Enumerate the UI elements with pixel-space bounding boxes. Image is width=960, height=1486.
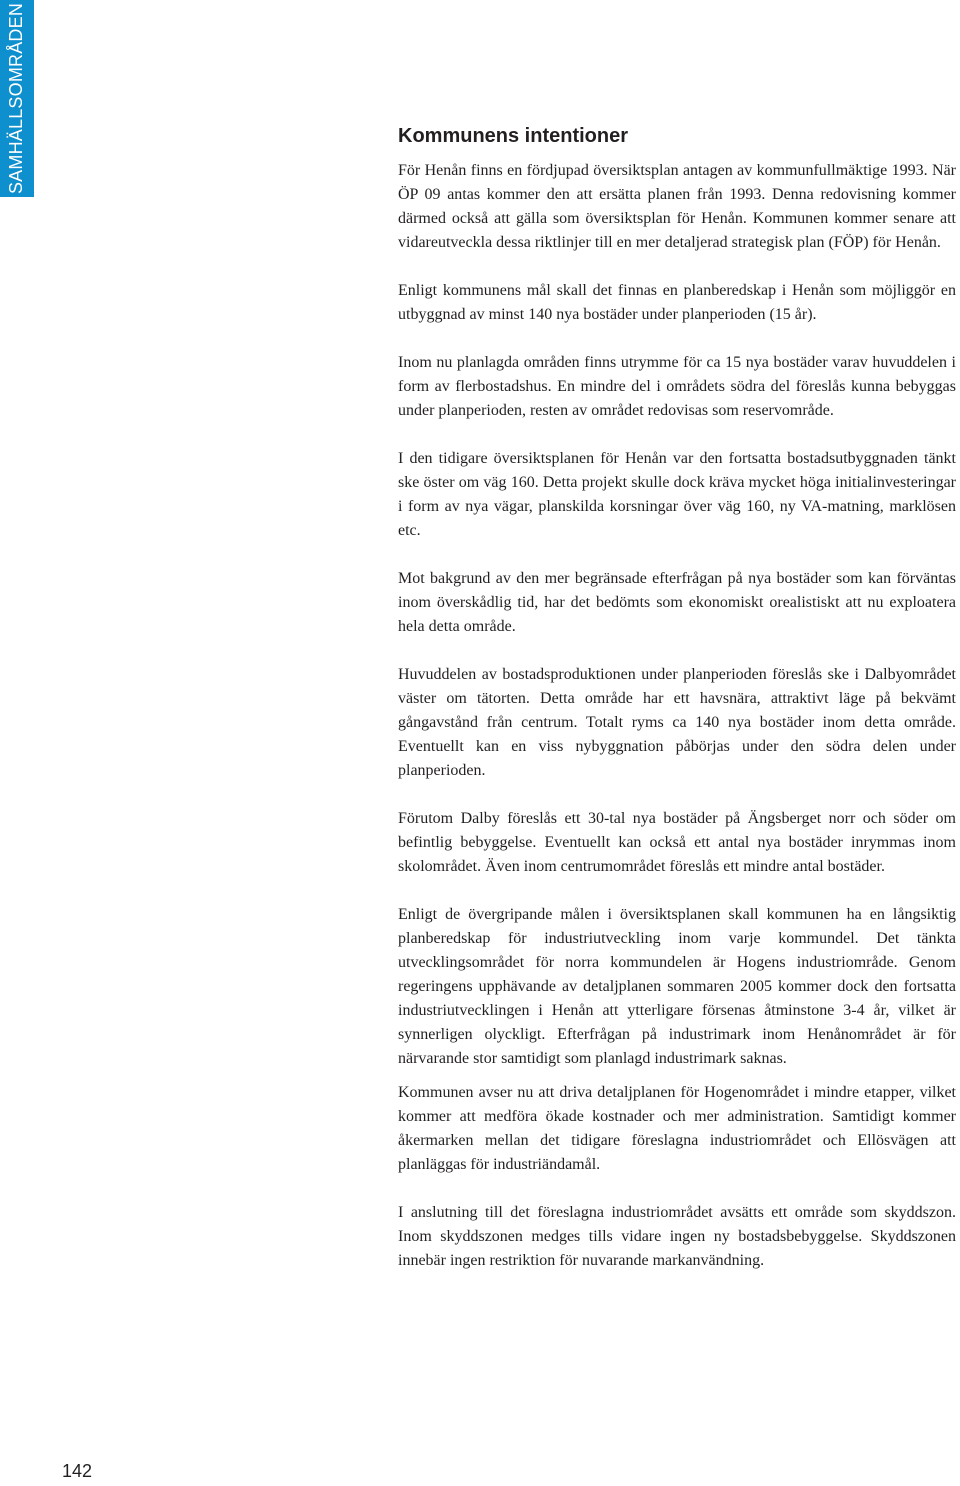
paragraph: Enligt de övergripande målen i översiktsplanen skall kommunen ha en långsiktig planberedskap för industriutveckling inom varje kommundel. Det tänkta utvecklingsområdet för norra kommundelen är Hogens industriområde. Genom regeringens upphävande av detaljplanen sommaren 2005 kommer dock den fortsatta industriutvecklingen i Henån att ytterligare försenas åtminstone 3-4 år, vilket är synnerligen olyckligt. Efterfrågan på industrimark inom Henånområdet är för närvarande stor samtidigt som planlagd industrimark saknas. [398,906,956,1067]
paragraph: Mot bakgrund av den mer begränsade efterfrågan på nya bostäder som kan förväntas inom överskådlig tid, har det bedömts som ekonomiskt orealistiskt att nu exploatera hela detta område. [398,570,956,635]
paragraph: I anslutning till det föreslagna industriområdet avsätts ett område som skyddszon. Inom skyddszonen medges tills vidare ingen ny bostadsbebyggelse. Skyddszonen innebär ingen restriktion för nuvarande markanvändning. [398,1204,956,1269]
page-number: 142 [62,1461,93,1481]
section-tab-label: SAMHÄLLSOMRÅDEN [6,2,27,195]
paragraph: För Henån finns en fördjupad översiktsplan antagen av kommunfullmäktige 1993. När ÖP 09 antas kommer den att ersätta planen från 1993. Denna redovisning kommer därmed också att gälla som översiktsplan för Henån. Kommunen kommer senare att vidareutveckla dessa riktlinjer till en mer detaljerad strategisk plan (FÖP) för Henån. [398,162,956,251]
paragraph: Kommunen avser nu att driva detaljplanen för Hogenområdet i mindre etapper, vilket kommer att medföra ökade kostnader och mer administration. Samtidigt kommer åkermarken mellan det tidigare föreslagna industriområdet och Ellösvägen att planläggas för industriändamål. [398,1084,956,1173]
paragraph: I den tidigare översiktsplanen för Henån var den fortsatta bostadsutbyggnaden tänkt ske öster om väg 160. Detta projekt skulle dock kräva mycket höga initialinvesteringar i form av nya vägar, planskilda korsningar över väg 160, ny VA-matning, marklösen etc. [398,450,956,539]
paragraph: Huvuddelen av bostadsproduktionen under planperioden föreslås ske i Dalbyområdet väster om tätorten. Detta område har ett havsnära, attraktivt läge på bekvämt gångavstånd från centrum. Totalt ryms ca 140 nya bostäder inom detta område. Eventuellt kan en viss nybyggnation påbörjas under den södra delen under planperioden. [398,666,956,779]
section-tab [0,0,34,197]
paragraph: Inom nu planlagda områden finns utrymme för ca 15 nya bostäder varav huvuddelen i form av flerbostadshus. En mindre del i områdets södra del föreslås kunna bebyggas under planperioden, resten av området redovisas som reservområde. [398,354,956,419]
main-content [398,123,956,1297]
paragraph: Förutom Dalby föreslås ett 30-tal nya bostäder på Ängsberget norr och söder om befintlig bebyggelse. Eventuellt kan också ett antal nya bostäder inrymmas inom skolområdet. Även inom centrumområdet föreslås ett mindre antal bostäder. [398,810,956,875]
paragraph: Enligt kommunens mål skall det finnas en planberedskap i Henån som möjliggör en utbyggnad av minst 140 nya bostäder under planperioden (15 år). [398,282,956,323]
section-heading: Kommunens intentioner [398,125,629,147]
